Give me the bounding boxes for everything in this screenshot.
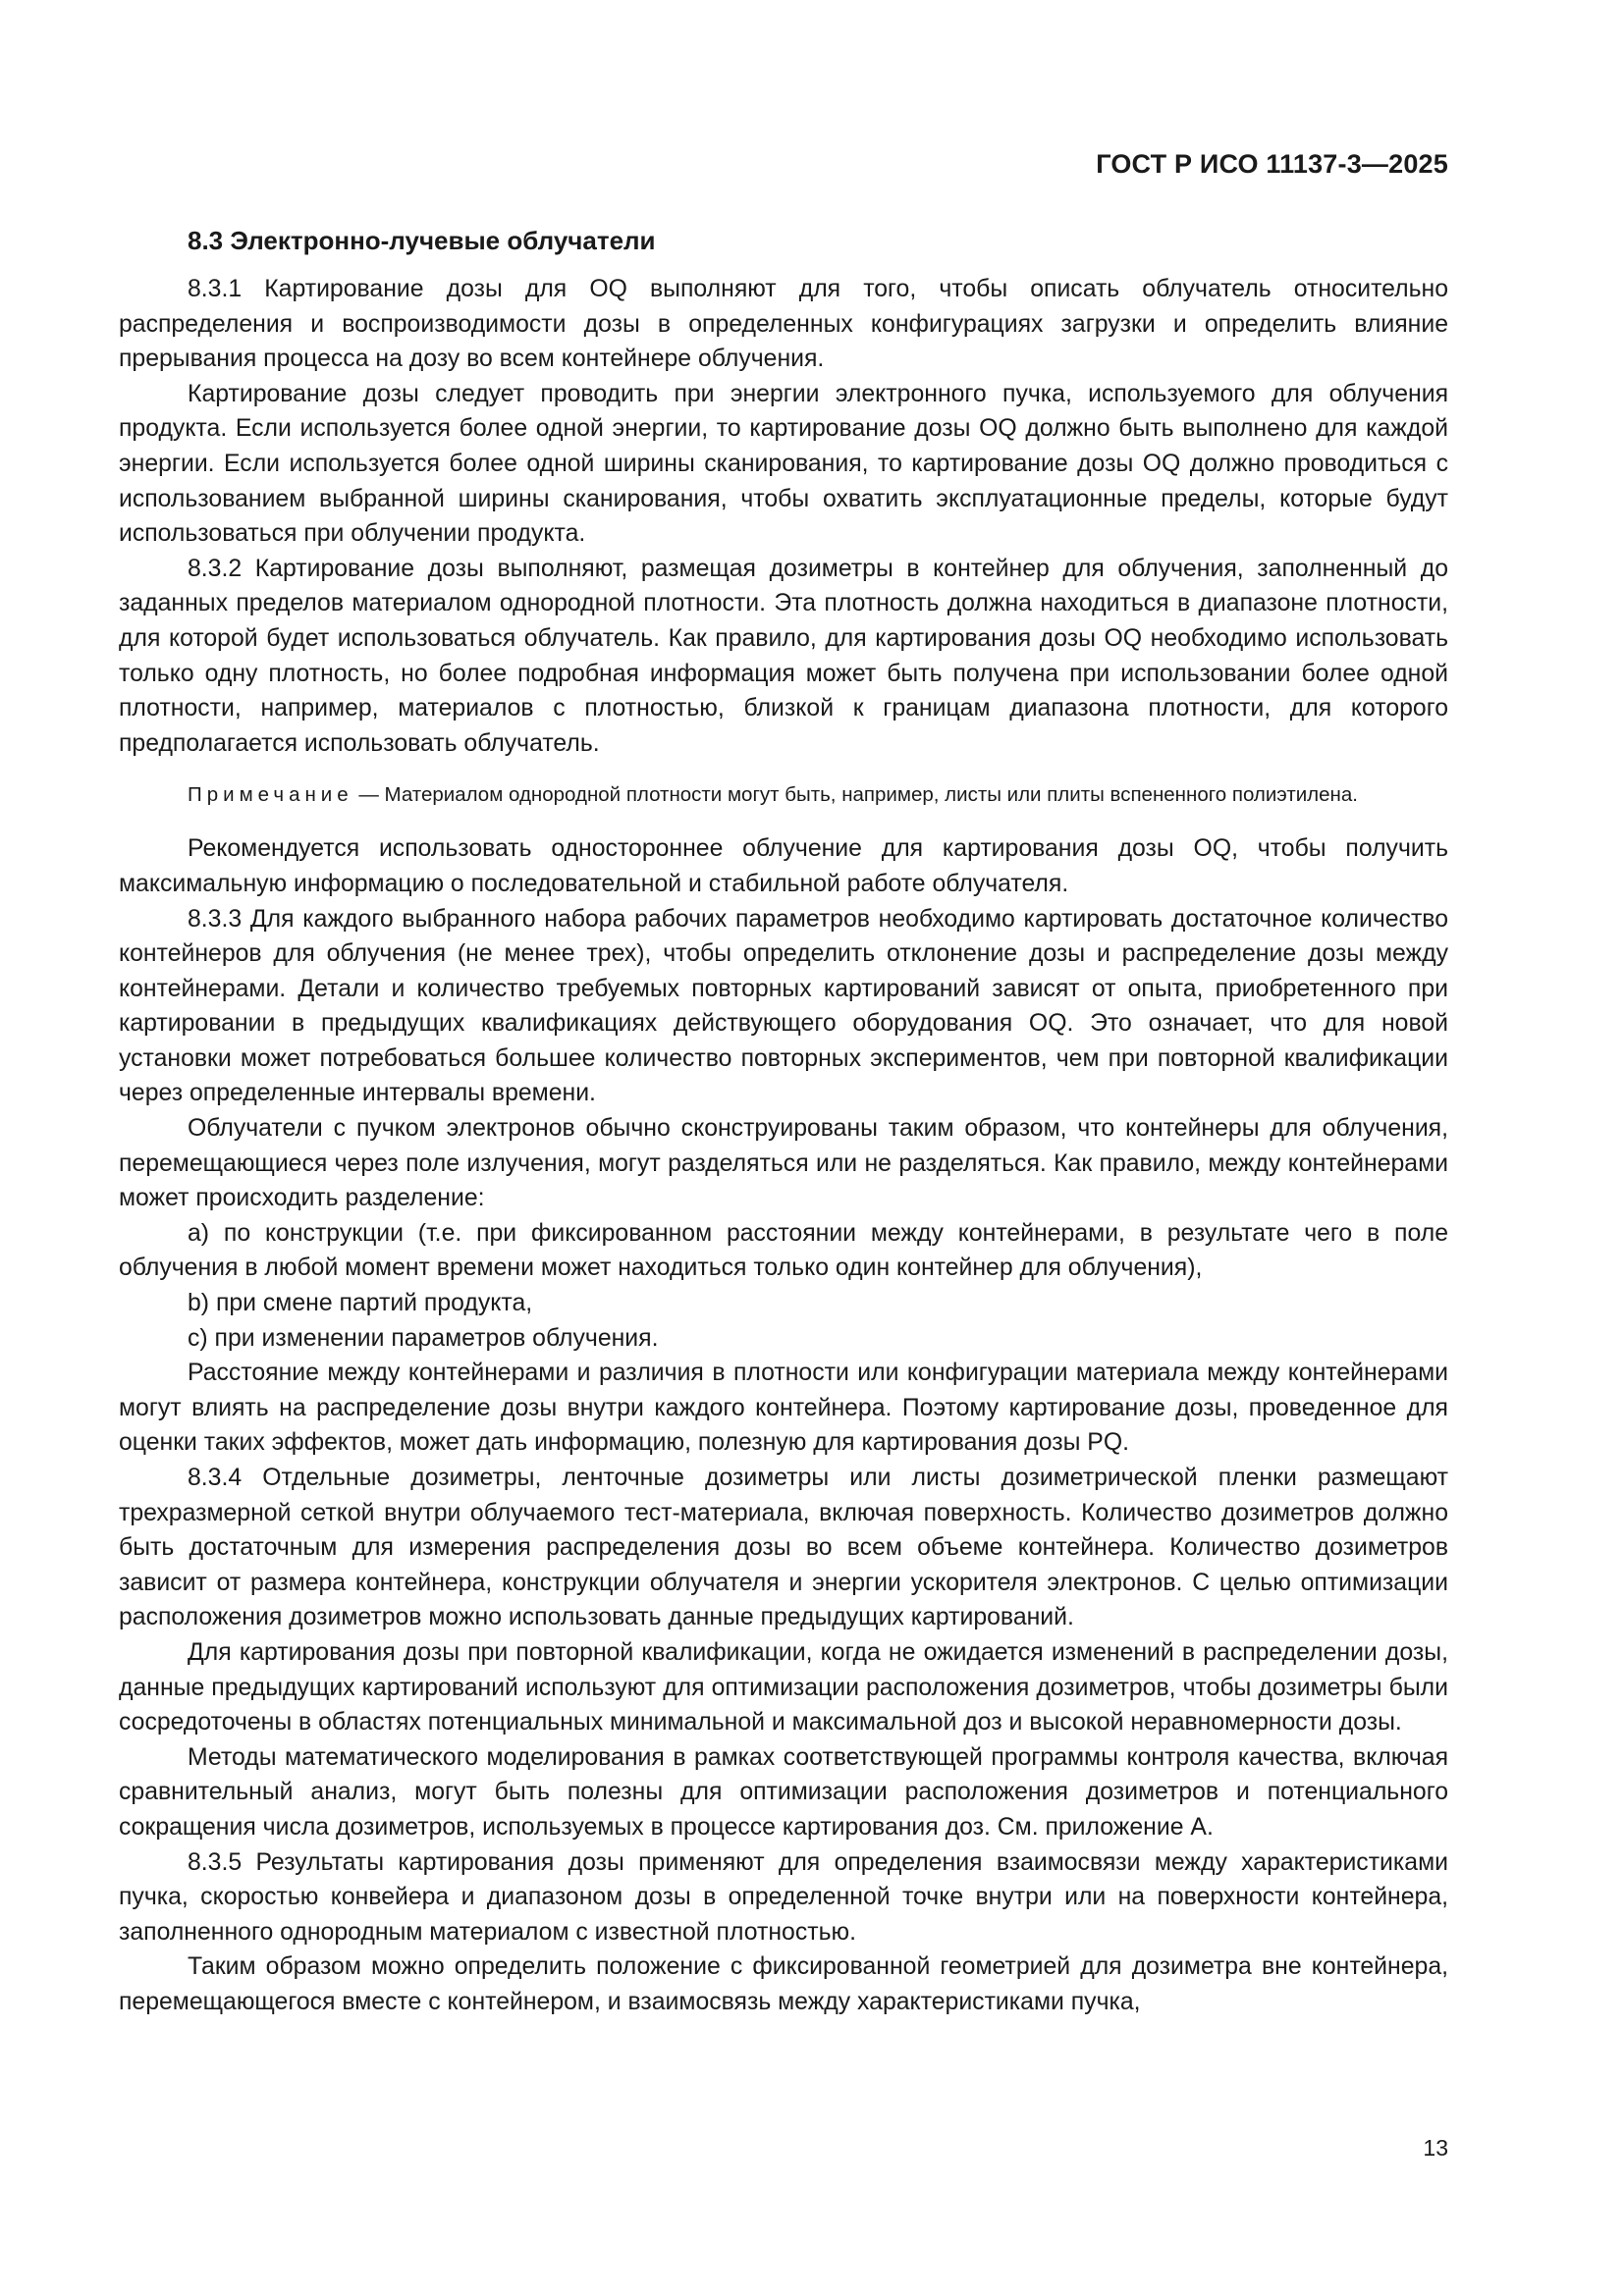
paragraph-8-3-5: 8.3.5 Результаты картирования дозы применяют для определения взаимосвязи между характеристиками пучка, скоростью конвейера и диапазоном дозы в определенной точке внутри или на поверхности контейнера, заполненного однородным материалом с известной плотностью. [119, 1848, 1448, 1946]
paragraph-8-3-1: 8.3.1 Картирование дозы для OQ выполняют для того, чтобы описать облучатель относительно распределения и воспроизводимости дозы в определенных конфигурациях загрузки и определить влияние прерывания процесса на дозу во всем контейнере облучения. [119, 276, 1448, 373]
list-item-c: c) при изменении параметров облучения. [188, 1324, 659, 1352]
paragraph-8-3-2: 8.3.2 Картирование дозы выполняют, размещая дозиметры в контейнер для облучения, заполненный до заданных пределов материалом однородной плотности. Эта плотность должна находиться в диапазоне плотности, для которой будет использоваться облучатель. Как правило, для картирования дозы OQ необходимо использовать только одну плотность, но более подробная информация может быть получена при использовании более одной плотности, например, материалов с плотностью, близкой к границам диапазона плотности, для которого предполагается использовать облучатель. [119, 555, 1448, 757]
note-label: Примечание [188, 783, 353, 807]
section-title: 8.3 Электронно-лучевые облучатели [188, 226, 656, 255]
paragraph: Рекомендуется использовать одностороннее облучение для картирования дозы OQ, чтобы получить максимальную информацию о последовательной и стабильной работе облучателя. [119, 835, 1448, 897]
paragraph: Таким образом можно определить положение с фиксированной геометрией для дозиметра вне контейнера, перемещающегося вместе с контейнером, и взаимосвязь между характеристиками пучка, [119, 1953, 1448, 2015]
document-header: ГОСТ Р ИСО 11137-3—2025 [1096, 149, 1448, 179]
paragraph: Для картирования дозы при повторной квалификации, когда не ожидается изменений в распределении дозы, данные предыдущих картирований используют для оптимизации расположения дозиметров, чтобы дозиметры были сосредоточены в областях потенциальных минимальной и максимальной доз и высокой неравномерности дозы. [119, 1638, 1448, 1736]
paragraph: Картирование дозы следует проводить при энергии электронного пучка, используемого для облучения продукта. Если используется более одной энергии, то картирование дозы OQ должно быть выполнено для каждой энергии. Если используется более одной ширины сканирования, то картирование дозы OQ должно проводиться с использованием выбранной ширины сканирования, чтобы охватить эксплуатационные пределы, которые будут использоваться при облучении продукта. [119, 380, 1448, 548]
paragraph: Расстояние между контейнерами и различия в плотности или конфигурации материала между контейнерами могут влиять на распределение дозы внутри каждого контейнера. Поэтому картирование дозы, проведенное для оценки таких эффектов, может дать информацию, полезную для картирования дозы PQ. [119, 1360, 1448, 1457]
paragraph-8-3-4: 8.3.4 Отдельные дозиметры, ленточные дозиметры или листы дозиметрической пленки размещают трехразмерной сеткой внутри облучаемого тест-материала, включая поверхность. Количество дозиметров должно быть достаточным для измерения распределения дозы во всем объеме контейнера. Количество дозиметров зависит от размера контейнера, конструкции облучателя и энергии ускорителя электронов. С целью оптимизации расположения дозиметров можно использовать данные предыдущих картирований. [119, 1465, 1448, 1631]
note-text: — Материалом однородной плотности могут быть, например, листы или плиты вспененного полиэтилена. [352, 783, 1358, 807]
paragraph: Методы математического моделирования в рамках соответствующей программы контроля качества, включая сравнительный анализ, могут быть полезны для оптимизации расположения дозиметров и потенциального сокращения числа дозиметров, используемых в процессе картирования доз. См. приложение А. [119, 1743, 1448, 1841]
page-number: 13 [1423, 2135, 1448, 2161]
paragraph: Облучатели с пучком электронов обычно сконструированы таким образом, что контейнеры для облучения, перемещающиеся через поле излучения, могут разделяться или не разделяться. Как правило, между контейнерами может происходить разделение: [119, 1115, 1448, 1212]
list-item-a: a) по конструкции (т.е. при фиксированном расстоянии между контейнерами, в результате чего в поле облучения в любой момент времени может находиться только один контейнер для облучения), [119, 1219, 1448, 1282]
paragraph-8-3-3: 8.3.3 Для каждого выбранного набора рабочих параметров необходимо картировать достаточное количество контейнеров для облучения (не менее трех), чтобы определить отклонение дозы и распределение дозы между контейнерами. Детали и количество требуемых повторных картирований зависят от опыта, приобретенного при картировании в предыдущих квалификациях действующего оборудования OQ. Это означает, что для новой установки может потребоваться большее количество повторных экспериментов, чем при повторной квалификации через определенные интервалы времени. [119, 905, 1448, 1107]
page-content [119, 223, 1448, 2020]
note [119, 780, 1448, 810]
list-item-b: b) при смене партий продукта, [188, 1290, 533, 1317]
